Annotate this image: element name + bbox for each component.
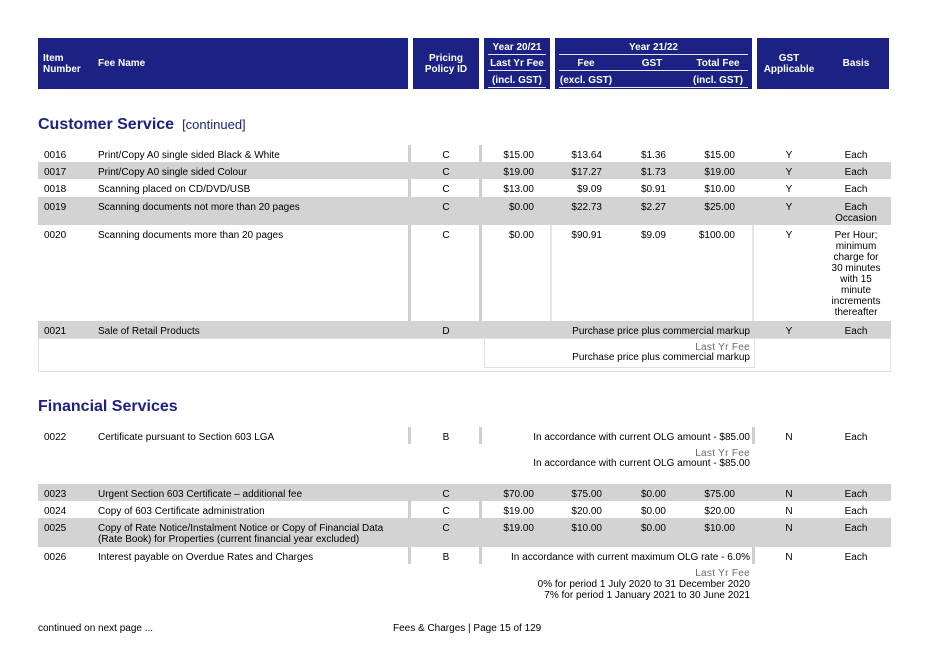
basis (824, 230, 888, 318)
pricing-policy: C (442, 167, 450, 178)
fee-name-line: Copy of Rate Notice/Instalment Notice or Copy of Financial Data (98, 523, 384, 534)
basis-line: Each (844, 202, 868, 213)
basis-line: minute (840, 285, 871, 296)
table-row-0024 (38, 501, 891, 518)
basis-line: 30 minutes (831, 263, 881, 274)
fee-name (98, 523, 383, 545)
section-title-text: Customer Service (38, 116, 175, 133)
section-subtitle: [continued] (182, 117, 246, 132)
header-last-yr-incl: (incl. GST) (492, 75, 542, 86)
item-number: 0022 (44, 432, 67, 443)
fee-text: Purchase price plus commercial markup (572, 326, 750, 337)
column-separator (752, 427, 755, 444)
fee-name-line: (Rate Book) for Properties (current financial year excluded) (98, 534, 360, 545)
pricing-policy: C (442, 230, 450, 241)
gst-amount: $0.91 (640, 184, 666, 195)
basis: Each (844, 326, 868, 337)
column-separator (408, 145, 411, 162)
header-fee: Fee (577, 58, 595, 69)
fee-name: Sale of Retail Products (98, 326, 200, 337)
table-row-0018 (38, 179, 891, 197)
header-basis: Basis (842, 58, 870, 69)
gst-amount: $0.00 (640, 506, 666, 517)
total-fee: $20.00 (704, 506, 735, 517)
column-separator (479, 145, 482, 162)
header-item-number-2: Number (43, 64, 81, 75)
table-row-0017 (38, 162, 891, 179)
table-row-0020 (38, 225, 891, 321)
header-total-fee: Total Fee (696, 58, 740, 69)
pricing-policy: C (442, 184, 450, 195)
item-number: 0021 (44, 326, 67, 337)
gst-amount: $2.27 (640, 202, 666, 213)
gst-amount: $0.00 (640, 489, 666, 500)
item-number: 0020 (44, 230, 67, 241)
column-separator (408, 547, 411, 564)
header-year-prev: Year 20/21 (492, 42, 542, 53)
item-number: 0026 (44, 552, 67, 563)
fee-excl-gst: $17.27 (571, 167, 602, 178)
gst-amount: $1.36 (640, 150, 666, 161)
fee-name: Print/Copy A0 single sided Black & White (98, 150, 280, 161)
header-fee-excl: (excl. GST) (559, 75, 613, 86)
pricing-policy: C (442, 523, 450, 534)
header-last-yr-fee: Last Yr Fee (490, 58, 544, 69)
table-row-0021 (38, 321, 891, 338)
basis: Each (844, 523, 868, 534)
last-yr-label: Last Yr Fee (695, 568, 750, 579)
total-fee: $19.00 (704, 167, 735, 178)
basis: Each (844, 150, 868, 161)
basis-line: increments (831, 296, 881, 307)
fee-name: Copy of 603 Certificate administration (98, 506, 265, 517)
basis: Each (844, 432, 868, 443)
last-yr-fee: $70.00 (503, 489, 534, 500)
fee-excl-gst: $22.73 (571, 202, 602, 213)
fee-name: Scanning placed on CD/DVD/USB (98, 184, 251, 195)
item-number: 0016 (44, 150, 67, 161)
pricing-policy: C (442, 489, 450, 500)
last-yr-text: In accordance with current OLG amount - $85.00 (533, 458, 750, 469)
pricing-policy: C (442, 202, 450, 213)
gst-applicable: N (785, 489, 793, 500)
last-yr-text-line: 7% for period 1 January 2021 to 30 June 2021 (544, 590, 750, 601)
pricing-policy: D (442, 326, 450, 337)
gst-applicable: Y (785, 326, 793, 337)
header-total-incl: (incl. GST) (693, 75, 743, 86)
total-fee: $75.00 (704, 489, 735, 500)
gst-applicable: Y (785, 202, 793, 213)
header-gst-applicable-2: Applicable (763, 64, 815, 75)
header-year-curr: Year 21/22 (629, 42, 678, 53)
section-title-customer-service (38, 116, 246, 134)
column-separator (408, 501, 411, 518)
basis: Each (844, 167, 868, 178)
last-yr-fee: $19.00 (503, 506, 534, 517)
basis: Each (844, 184, 868, 195)
fee-name: Certificate pursuant to Section 603 LGA (98, 432, 275, 443)
item-number: 0023 (44, 489, 67, 500)
pricing-policy: B (442, 432, 450, 443)
basis-line: minimum (835, 241, 877, 252)
table-row-0019 (38, 197, 891, 225)
total-fee: $100.00 (698, 230, 735, 241)
gst-applicable: N (785, 552, 793, 563)
item-number: 0024 (44, 506, 67, 517)
column-separator (408, 427, 411, 444)
basis: Each (844, 489, 868, 500)
column-separator (479, 179, 482, 197)
column-separator (479, 501, 482, 518)
column-separator (408, 225, 411, 321)
table-header-item-fee (38, 38, 408, 89)
header-fee-name: Fee Name (98, 58, 146, 69)
pricing-policy: C (442, 150, 450, 161)
column-separator (479, 547, 482, 564)
header-year-prev-underline (488, 54, 546, 55)
column-separator (479, 427, 482, 444)
header-pricing-2: Policy ID (424, 64, 468, 75)
last-yr-fee: $15.00 (503, 150, 534, 161)
fee-excl-gst: $90.91 (571, 230, 602, 241)
gst-amount: $1.73 (640, 167, 666, 178)
basis: Each (844, 552, 868, 563)
fee-name: Scanning documents not more than 20 pages (98, 202, 300, 213)
fee-excl-gst: $20.00 (571, 506, 602, 517)
header-pricing-1: Pricing (429, 53, 463, 64)
header-gst-applicable-1: GST (778, 53, 800, 64)
header-fee-row-underline (559, 70, 748, 71)
basis-line: charge for (833, 252, 879, 263)
basis-line: Per Hour; (834, 230, 878, 241)
page-number: Fees & Charges | Page 15 of 129 (393, 623, 542, 634)
gst-applicable: N (785, 432, 793, 443)
column-separator (752, 225, 754, 321)
last-yr-fee: $19.00 (503, 167, 534, 178)
fee-excl-gst: $10.00 (571, 523, 602, 534)
table-row-0022 (38, 427, 891, 444)
gst-applicable: N (785, 506, 793, 517)
fee-name: Print/Copy A0 single sided Colour (98, 167, 247, 178)
total-fee: $25.00 (704, 202, 735, 213)
last-yr-fee: $0.00 (508, 202, 534, 213)
header-year-curr-underline (559, 54, 748, 55)
table-row-0016 (38, 145, 891, 162)
fee-text: In accordance with current OLG amount - $85.00 (533, 432, 750, 443)
basis: Each (844, 506, 868, 517)
header-item-number-1: Item (43, 53, 64, 64)
last-yr-fee: $19.00 (503, 523, 534, 534)
last-yr-label: Last Yr Fee (695, 448, 750, 459)
total-fee: $15.00 (704, 150, 735, 161)
continued-note: continued on next page ... (38, 623, 154, 634)
total-fee: $10.00 (704, 184, 735, 195)
last-yr-fee-panel-0021 (38, 338, 891, 372)
basis-line: Occasion (835, 213, 877, 224)
table-row-0025 (38, 518, 891, 547)
fee-name: Interest payable on Overdue Rates and Charges (98, 552, 314, 563)
gst-applicable: Y (785, 184, 793, 195)
gst-applicable: Y (785, 167, 793, 178)
column-separator (408, 179, 411, 197)
table-row-0023 (38, 484, 891, 501)
basis (824, 202, 888, 224)
basis-line: with 15 (840, 274, 872, 285)
fee-text: In accordance with current maximum OLG rate - 6.0% (511, 552, 750, 563)
fee-name: Urgent Section 603 Certificate – additional fee (98, 489, 303, 500)
fee-name: Scanning documents more than 20 pages (98, 230, 284, 241)
total-fee: $10.00 (704, 523, 735, 534)
gst-applicable: N (785, 523, 793, 534)
item-number: 0018 (44, 184, 67, 195)
gst-applicable: Y (785, 150, 793, 161)
header-incl-underline (559, 87, 748, 88)
last-yr-fee: $13.00 (503, 184, 534, 195)
column-separator (752, 547, 755, 564)
fee-excl-gst: $13.64 (571, 150, 602, 161)
fee-excl-gst: $75.00 (571, 489, 602, 500)
last-yr-text: Purchase price plus commercial markup (572, 352, 750, 363)
item-number: 0019 (44, 202, 67, 213)
gst-applicable: Y (785, 230, 793, 241)
item-number: 0017 (44, 167, 67, 178)
pricing-policy: B (442, 552, 450, 563)
gst-amount: $0.00 (640, 523, 666, 534)
header-last-yr-underline (488, 70, 546, 71)
column-separator (479, 225, 482, 321)
last-yr-text-line: 0% for period 1 July 2020 to 31 December 2020 (537, 579, 750, 590)
fee-excl-gst: $9.09 (576, 184, 602, 195)
last-yr-fee: $0.00 (508, 230, 534, 241)
table-row-0026 (38, 547, 891, 564)
item-number: 0025 (44, 523, 67, 534)
last-yr-label: Last Yr Fee (695, 342, 750, 353)
header-gst: GST (641, 58, 663, 69)
header-last-yr-incl-underline (488, 87, 546, 88)
basis-line: thereafter (834, 307, 878, 318)
gst-amount: $9.09 (640, 230, 666, 241)
pricing-policy: C (442, 506, 450, 517)
section-title-financial-services: Financial Services (38, 398, 178, 415)
